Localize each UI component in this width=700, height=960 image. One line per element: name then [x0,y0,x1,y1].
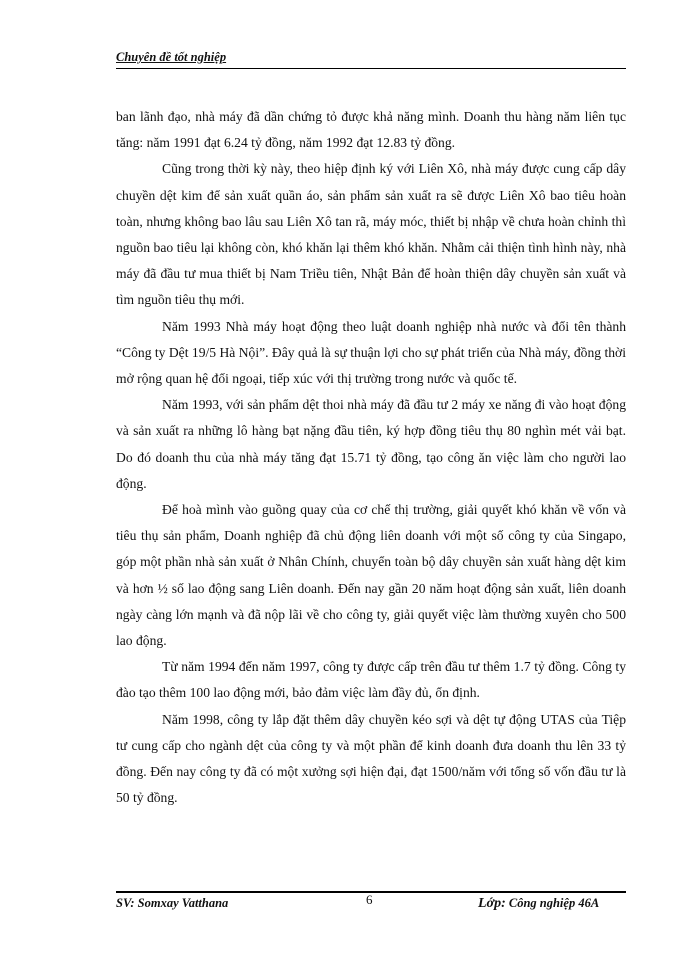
paragraph: Cũng trong thời kỳ này, theo hiệp định ký với Liên Xô, nhà máy được cung cấp dây chuyền dệt kim để sản xuất quần áo, sản phẩm sản xuất ra sẽ được Liên Xô bao tiêu hoàn toàn, nhưng không bao lâu sau Liên Xô tan rã, máy móc, thiết bị nhập về chưa hoàn chỉnh thì nguồn bao tiêu lại không còn, khó khăn lại thêm khó khăn. Nhằm cải thiện tình hình này, nhà máy đã đầu tư mua thiết bị Nam Triều tiên, Nhật Bản để hoàn thiện dây chuyền sản xuất và tìm nguồn tiêu thụ mới. [116,161,626,308]
footer-class-label: Lớp: [478,896,506,911]
footer-class-name: Công nghiệp 46A [508,896,600,910]
header-divider [116,68,626,69]
paragraph: ban lãnh đạo, nhà máy đã dần chứng tỏ được khả năng mình. Doanh thu hàng năm liên tục tăng: năm 1991 đạt 6.24 tỷ đồng, năm 1992 đạt 12.83 tỷ đồng. [116,109,626,151]
document-body [116,104,626,811]
paragraph: Năm 1998, công ty lắp đặt thêm dây chuyền kéo sợi và dệt tự động UTAS của Tiệp tư cung cấp cho ngành dệt của công ty và một phần để kinh doanh đưa doanh thu lên 33 tỷ đồng. Đến nay công ty đã có một xưởng sợi hiện đại, đạt 1500/năm với tổng số vốn đầu tư là 50 tỷ đồng. [116,711,626,806]
paragraph: Từ năm 1994 đến năm 1997, công ty được cấp trên đầu tư thêm 1.7 tỷ đồng. Công ty đào tạo thêm 100 lao động mới, bảo đảm việc làm đầy đủ, ổn định. [116,659,626,701]
paragraph: Năm 1993, với sản phẩm dệt thoi nhà máy đã đầu tư 2 máy xe năng đi vào hoạt động và sản xuất ra những lô hàng bạt nặng đầu tiên, ký hợp đồng tiêu thụ 80 nghìn mét vải bạt. Do đó doanh thu của nhà máy tăng đạt 15.71 tỷ đồng, tạo công ăn việc làm cho người lao động. [116,397,626,491]
page-header-title: Chuyên đề tốt nghiệp [116,50,227,64]
footer-class [478,896,599,912]
paragraph: Để hoà mình vào guồng quay của cơ chế thị trường, giải quyết khó khăn về vốn và tiêu thụ sản phẩm, Doanh nghiệp đã chủ động liên doanh với một số công ty của Singapo, góp một phần nhà sản xuất ở Nhân Chính, chuyển toàn bộ dây chuyền sản xuất hàng dệt kim và hơn ½ số lao động sang Liên doanh. Đến nay gần 20 năm hoạt động sản xuất, liên doanh ngày càng lớn mạnh và đã nộp lãi về cho công ty, giải quyết việc làm thường xuyên cho 500 lao động. [116,502,626,649]
page-number: 6 [366,892,373,907]
footer-student-name: SV: Somxay Vatthana [116,896,229,910]
paragraph: Năm 1993 Nhà máy hoạt động theo luật doanh nghiệp nhà nước và đổi tên thành “Công ty Dệt 19/5 Hà Nội”. Đây quả là sự thuận lợi cho sự phát triển của Nhà máy, đồng thời mở rộng quan hệ đối ngoại, tiếp xúc với thị trường trong nước và quốc tế. [116,318,626,387]
